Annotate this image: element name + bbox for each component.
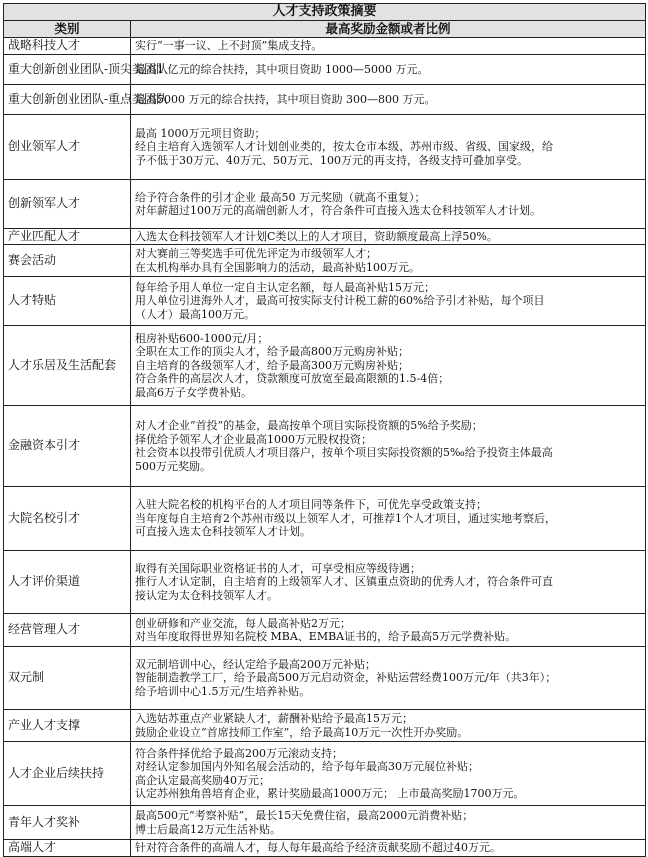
content-line: 社会资本以投带引优质人才项目落户，按单个项目实际投资额的5‰给予投资主体最高 xyxy=(135,446,553,459)
title-row xyxy=(4,4,646,21)
content-line: 在太机构举办具有全国影响力的活动，最高补贴100万元。 xyxy=(135,260,420,274)
content-cell xyxy=(131,710,646,742)
content-line: 入选姑苏重点产业紧缺人才，薪酬补贴给予最高15万元； xyxy=(135,712,413,725)
content-line: 创业研修和产业交流，每人最高补贴2万元； xyxy=(135,616,351,630)
content-line: 给予培训中心1.5万元/生培养补贴。 xyxy=(135,684,311,698)
category-cell: 重大创新创业团队-顶尖类团队 xyxy=(4,55,131,85)
content-header: 最高奖励金额或者比例 xyxy=(131,21,646,38)
category-cell: 金融资本引才 xyxy=(4,406,131,487)
table-row xyxy=(4,85,646,115)
content-cell xyxy=(131,245,646,277)
table-row xyxy=(4,115,646,180)
category-cell: 大院名校引才 xyxy=(4,487,131,551)
table-row xyxy=(4,55,646,85)
content-line: 取得有关国际职业资格证书的人才，可享受相应等级待遇； xyxy=(135,561,421,575)
table-row xyxy=(4,806,646,840)
content-cell xyxy=(131,85,646,115)
content-line: 针对符合条件的高端人才，每人每年最高给予经济贡献奖励不超过40万元。 xyxy=(135,841,501,855)
table-row xyxy=(4,245,646,277)
table-row xyxy=(4,710,646,742)
table-row xyxy=(4,742,646,806)
content-line: 入选太仓科技领军人才计划C类以上的人才项目，资助额度最高上浮50%。 xyxy=(135,229,498,243)
category-cell: 战略科技人才 xyxy=(4,38,131,55)
category-cell: 人才企业后续扶持 xyxy=(4,742,131,806)
category-cell: 人才乐居及生活配套 xyxy=(4,326,131,406)
content-line: 对当年度取得世界知名院校 MBA、EMBA证书的，给予最高5万元学费补贴。 xyxy=(135,630,517,643)
content-line: 当年度每自主培育2个苏州市级以上领军人才，可推荐1个人才项目，通过实地考察后， xyxy=(135,511,556,525)
table-row xyxy=(4,180,646,229)
content-line: 符合条件的高层次人才，贷款额度可放宽至最高限额的1.5-4倍； xyxy=(135,372,450,386)
header-row xyxy=(4,21,646,38)
content-cell xyxy=(131,742,646,806)
content-line: 对年薪超过100万元的高端创新人才，符合条件可直接入选太仓科技领军人才计划。 xyxy=(135,204,541,217)
content-line: 鼓励企业设立“首席技师工作室”，给予最高10万元一次性开办奖励。 xyxy=(135,725,469,739)
content-line: 自主培育的各级领军人才，给予最高300万元购房补贴； xyxy=(135,358,409,372)
content-cell xyxy=(131,647,646,710)
category-header: 类别 xyxy=(4,21,131,38)
content-cell xyxy=(131,840,646,857)
table-row xyxy=(4,487,646,551)
content-cell xyxy=(131,229,646,245)
content-cell xyxy=(131,38,646,55)
content-line: 对大赛前三等奖选手可优先评定为市级领军人才； xyxy=(135,247,377,260)
content-cell xyxy=(131,406,646,487)
content-cell xyxy=(131,180,646,229)
category-cell: 经营管理人才 xyxy=(4,614,131,647)
content-line: 予不低于30万元、40万元、50万元、100万元的再支持，各级支持可叠加享受。 xyxy=(135,153,528,167)
content-line: 对经认定参加国内外知名展会活动的，给予每年最高30万元展位补贴； xyxy=(135,760,479,773)
category-cell: 产业人才支撑 xyxy=(4,710,131,742)
category-cell: 重大创新创业团队-重点类团队 xyxy=(4,85,131,115)
table-row xyxy=(4,277,646,326)
category-cell: 创业领军人才 xyxy=(4,115,131,180)
content-line: 给予符合条件的引才企业 最高50 万元奖励（就高不重复）； xyxy=(135,190,426,204)
table-row xyxy=(4,326,646,406)
content-line: 500万元奖励。 xyxy=(135,459,211,473)
content-cell xyxy=(131,614,646,647)
content-line: 实行“一事一议、上不封顶”集成支持。 xyxy=(135,39,323,53)
content-line: （人才）最高100万元。 xyxy=(135,307,255,321)
content-line: 推行人才认定制，自主培育的上级领军人才、区镇重点资助的优秀人才，符合条件可直 xyxy=(135,575,553,589)
table-row xyxy=(4,406,646,487)
content-line: 智能制造教学工厂，给予最高500万元启动资金，补贴运营经费100万元/年（共3年）； xyxy=(135,671,557,685)
content-cell xyxy=(131,115,646,180)
content-line: 全职在太工作的顶尖人才，给予最高800万元购房补贴； xyxy=(135,345,409,359)
table-row xyxy=(4,38,646,55)
content-line: 认定苏州独角兽培育企业，累计奖励最高1000万元； 上市最高奖励1700万元。 xyxy=(135,787,525,800)
content-cell xyxy=(131,487,646,551)
table-row xyxy=(4,551,646,614)
content-line: 接认定为太仓科技领军人才。 xyxy=(135,588,278,602)
content-cell xyxy=(131,806,646,840)
content-line: 入驻大院名校的机构平台的人才项目同等条件下，可优先享受政策支持； xyxy=(135,498,487,512)
content-line: 最高6万子女学费补贴。 xyxy=(135,385,252,399)
content-cell xyxy=(131,326,646,406)
category-cell: 人才评价渠道 xyxy=(4,551,131,614)
content-line: 双元制培训中心，经认定给予最高200万元补贴； xyxy=(135,657,376,671)
content-line: 高企认定最高奖励40万元； xyxy=(135,773,270,787)
table-row xyxy=(4,647,646,710)
content-line: 择优给予领军人才企业最高1000万元股权投资； xyxy=(135,432,372,446)
category-cell: 创新领军人才 xyxy=(4,180,131,229)
category-cell: 产业匹配人才 xyxy=(4,229,131,245)
category-cell: 赛会活动 xyxy=(4,245,131,277)
content-cell xyxy=(131,55,646,85)
content-line: 最高5000 万元的综合扶持，其中项目资助 300—800 万元。 xyxy=(135,92,436,106)
content-cell xyxy=(131,277,646,326)
table-row xyxy=(4,229,646,245)
table-row xyxy=(4,614,646,647)
content-line: 经自主培育入选领军人才计划创业类的，按太仓市本级、苏州市级、省级、国家级，给 xyxy=(135,140,553,154)
content-line: 可直接入选太仓科技领军人才计划。 xyxy=(135,525,311,539)
policy-table xyxy=(3,3,646,857)
table-title: 人才支持政策摘要 xyxy=(4,4,646,21)
category-cell: 人才特贴 xyxy=(4,277,131,326)
category-cell: 双元制 xyxy=(4,647,131,710)
content-line: 最高1 亿元的综合扶持，其中项目资助 1000—5000 万元。 xyxy=(135,62,429,76)
category-cell: 青年人才奖补 xyxy=(4,806,131,840)
content-line: 符合条件择优给予最高200万元滚动支持； xyxy=(135,746,343,760)
content-line: 用人单位引进海外人才，最高可按实际支付计税工薪的60%给予引才补贴，每个项目 xyxy=(135,294,545,308)
content-line: 对人才企业“首投”的基金，最高按单个项目实际投资额的5%给予奖励； xyxy=(135,419,483,432)
content-cell xyxy=(131,551,646,614)
content-line: 最高500元“考察补贴”，最长15天免费住宿，最高2000元消费补贴； xyxy=(135,809,474,822)
content-line: 博士后最高12万元生活补贴。 xyxy=(135,822,281,836)
content-line: 最高 1000万元项目资助； xyxy=(135,126,266,140)
category-cell: 高端人才 xyxy=(4,840,131,857)
content-line: 租房补贴600-1000元/月； xyxy=(135,331,269,345)
table-row xyxy=(4,840,646,857)
content-line: 每年给予用人单位一定自主认定名额，每人最高补贴15万元； xyxy=(135,280,435,294)
